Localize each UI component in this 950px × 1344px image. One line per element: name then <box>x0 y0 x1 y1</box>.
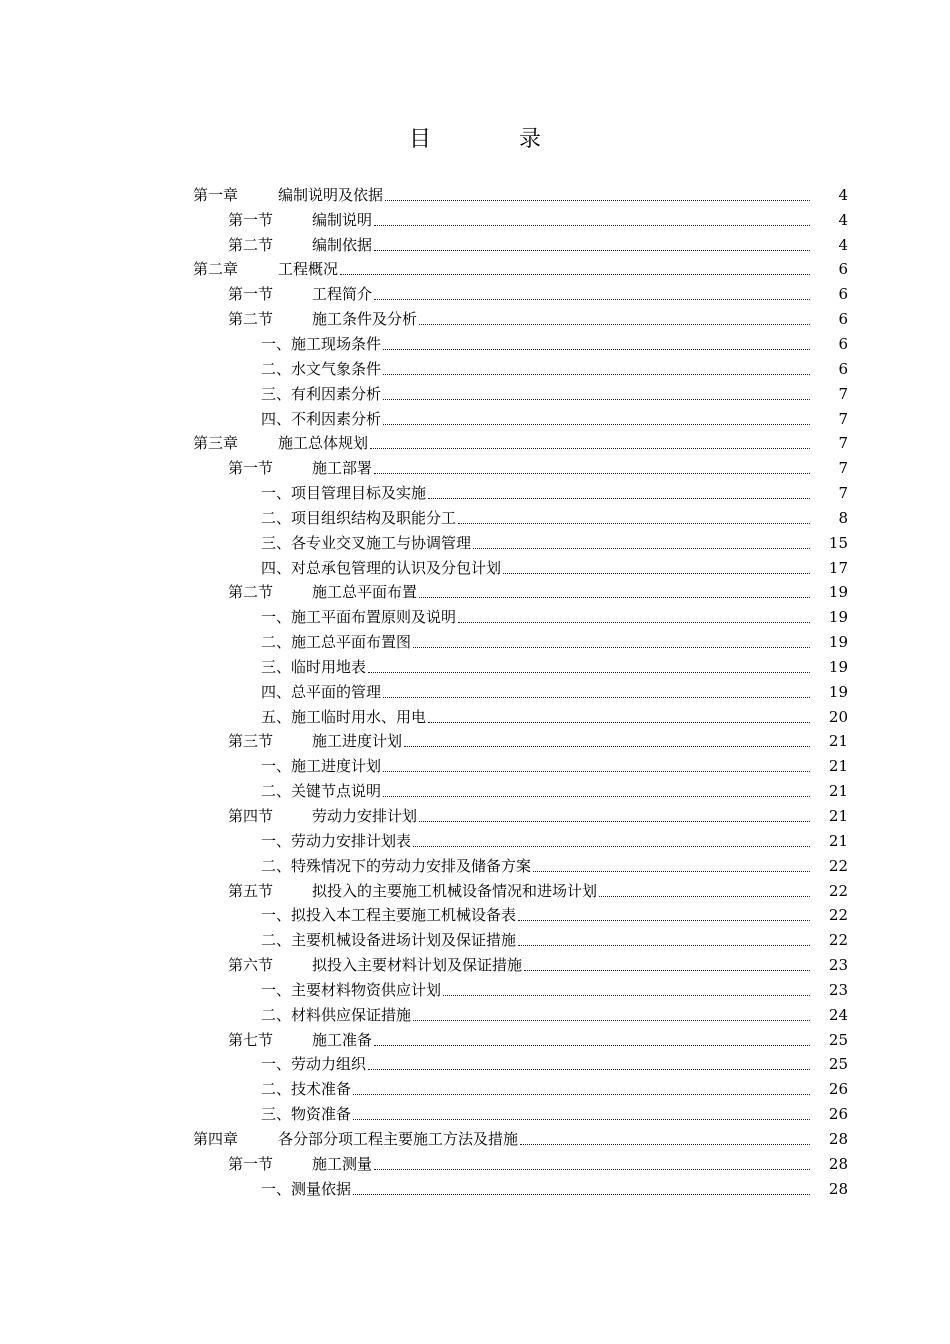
toc-entry-title: 施工进度计划 <box>312 732 403 751</box>
toc-page-number: 26 <box>828 1080 848 1099</box>
toc-entry-title: 工程概况 <box>278 260 339 279</box>
toc-entry[interactable] <box>193 1003 848 1028</box>
toc-dot-leader <box>518 933 810 946</box>
toc-dot-leader <box>443 983 810 996</box>
toc-page-number: 26 <box>828 1105 848 1124</box>
toc-page-number: 25 <box>828 1055 848 1074</box>
toc-entry-title: 二、施工总平面布置图 <box>261 633 412 652</box>
toc-section-number: 第六节 <box>228 956 274 975</box>
toc-entry[interactable] <box>193 1177 848 1202</box>
toc-entry[interactable] <box>193 754 848 779</box>
toc-page-number: 7 <box>838 409 848 428</box>
toc-entry[interactable] <box>193 332 848 357</box>
toc-entry-title: 工程简介 <box>312 285 373 304</box>
toc-entry-title: 五、施工临时用水、用电 <box>261 707 427 726</box>
toc-page-number: 15 <box>828 533 848 552</box>
toc-entry-title: 施工条件及分析 <box>312 310 418 329</box>
toc-page-number: 23 <box>828 956 848 975</box>
toc-entry-title: 一、测量依据 <box>261 1179 352 1198</box>
toc-entry-title: 三、有利因素分析 <box>261 384 382 403</box>
toc-section-number: 第四节 <box>228 807 274 826</box>
toc-dot-leader <box>419 809 810 822</box>
toc-dot-leader <box>413 1008 810 1021</box>
toc-dot-leader <box>383 759 810 772</box>
toc-section-number: 第三节 <box>228 732 274 751</box>
toc-dot-leader <box>413 834 810 847</box>
toc-chapter-number: 第四章 <box>193 1129 239 1148</box>
toc-dot-leader <box>533 859 810 872</box>
toc-section-number: 第二节 <box>228 235 274 254</box>
toc-entry[interactable] <box>193 357 848 382</box>
toc-page-number: 21 <box>828 782 848 801</box>
toc-entry[interactable] <box>193 382 848 407</box>
toc-section-number: 第一节 <box>228 210 274 229</box>
toc-section-number: 第五节 <box>228 881 274 900</box>
toc-entry[interactable] <box>193 1102 848 1127</box>
toc-entry[interactable] <box>193 978 848 1003</box>
toc-entry-title: 一、劳动力安排计划表 <box>261 831 412 850</box>
toc-page-number: 19 <box>828 657 848 676</box>
toc-entry-title: 二、材料供应保证措施 <box>261 1005 412 1024</box>
toc-entry[interactable] <box>193 705 848 730</box>
toc-entry[interactable] <box>193 581 848 606</box>
toc-page-number: 8 <box>838 508 848 527</box>
toc-entry-title: 拟投入主要材料计划及保证措施 <box>312 956 523 975</box>
toc-entry-title: 施工总平面布置 <box>312 583 418 602</box>
toc-section-number: 第一节 <box>228 1154 274 1173</box>
toc-entry[interactable] <box>193 1053 848 1078</box>
toc-dot-leader <box>383 685 810 698</box>
toc-entry[interactable] <box>193 879 848 904</box>
toc-entry-title: 各分部分项工程主要施工方法及措施 <box>278 1129 519 1148</box>
toc-page-number: 4 <box>838 185 848 204</box>
toc-page-number: 22 <box>828 856 848 875</box>
toc-page-number: 21 <box>828 757 848 776</box>
toc-page-number: 19 <box>828 633 848 652</box>
toc-dot-leader <box>458 610 810 623</box>
toc-dot-leader <box>428 486 810 499</box>
toc-entry[interactable] <box>193 183 848 208</box>
toc-page-number: 4 <box>838 210 848 229</box>
toc-dot-leader <box>383 362 810 375</box>
table-of-contents <box>193 183 848 1202</box>
toc-entry[interactable] <box>193 630 848 655</box>
toc-page-number: 6 <box>838 310 848 329</box>
toc-section-number: 第一节 <box>228 459 274 478</box>
toc-entry-title: 一、施工平面布置原则及说明 <box>261 608 457 627</box>
toc-dot-leader <box>385 188 810 201</box>
toc-entry[interactable] <box>193 481 848 506</box>
toc-entry-title: 一、主要材料物资供应计划 <box>261 980 442 999</box>
toc-dot-leader <box>353 1082 810 1095</box>
toc-entry-title: 四、对总承包管理的认识及分包计划 <box>261 558 502 577</box>
toc-entry[interactable] <box>193 431 848 456</box>
toc-page-number: 7 <box>838 384 848 403</box>
toc-page-number: 22 <box>828 931 848 950</box>
toc-entry-title: 二、关键节点说明 <box>261 782 382 801</box>
toc-entry[interactable] <box>193 556 848 581</box>
toc-entry[interactable] <box>193 407 848 432</box>
toc-entry-title: 编制说明及依据 <box>278 185 384 204</box>
toc-dot-leader <box>374 213 810 226</box>
toc-dot-leader <box>340 262 810 275</box>
toc-entry[interactable] <box>193 1077 848 1102</box>
toc-dot-leader <box>404 734 810 747</box>
toc-entry-title: 四、总平面的管理 <box>261 682 382 701</box>
toc-entry[interactable] <box>193 804 848 829</box>
toc-page-number: 21 <box>828 831 848 850</box>
toc-entry[interactable] <box>193 233 848 258</box>
toc-entry-title: 三、各专业交叉施工与协调管理 <box>261 533 472 552</box>
toc-dot-leader <box>374 287 810 300</box>
toc-entry[interactable] <box>193 456 848 481</box>
toc-entry-title: 施工总体规划 <box>278 434 369 453</box>
toc-entry-title: 二、技术准备 <box>261 1080 352 1099</box>
toc-dot-leader <box>368 1057 810 1070</box>
toc-page-number: 21 <box>828 732 848 751</box>
toc-entry-title: 施工部署 <box>312 459 373 478</box>
title-char-1: 目 <box>408 127 431 152</box>
toc-page-number: 6 <box>838 285 848 304</box>
toc-chapter-number: 第一章 <box>193 185 239 204</box>
toc-page-number: 28 <box>828 1129 848 1148</box>
toc-page-number: 17 <box>828 558 848 577</box>
toc-entry[interactable] <box>193 307 848 332</box>
toc-page-number: 28 <box>828 1179 848 1198</box>
toc-dot-leader <box>374 1033 810 1046</box>
toc-entry-title: 一、施工现场条件 <box>261 334 382 353</box>
toc-entry[interactable] <box>193 1028 848 1053</box>
toc-dot-leader <box>419 312 810 325</box>
toc-dot-leader <box>503 561 810 574</box>
toc-section-number: 第二节 <box>228 583 274 602</box>
toc-dot-leader <box>428 710 810 723</box>
toc-page-number: 19 <box>828 583 848 602</box>
toc-dot-leader <box>599 884 810 897</box>
toc-entry-title: 二、主要机械设备进场计划及保证措施 <box>261 931 517 950</box>
toc-page-number: 6 <box>838 334 848 353</box>
toc-chapter-number: 第二章 <box>193 260 239 279</box>
title-char-2: 录 <box>519 127 542 152</box>
toc-entry-title: 编制说明 <box>312 210 373 229</box>
toc-entry[interactable] <box>193 730 848 755</box>
toc-entry[interactable] <box>193 605 848 630</box>
toc-entry[interactable] <box>193 655 848 680</box>
toc-entry-title: 编制依据 <box>312 235 373 254</box>
toc-entry[interactable] <box>193 829 848 854</box>
toc-entry-title: 二、特殊情况下的劳动力安排及储备方案 <box>261 856 532 875</box>
toc-dot-leader <box>353 1182 810 1195</box>
toc-page-number: 24 <box>828 1005 848 1024</box>
toc-dot-leader <box>473 536 810 549</box>
toc-entry[interactable] <box>193 854 848 879</box>
toc-page-number: 7 <box>838 434 848 453</box>
toc-page-number: 22 <box>828 906 848 925</box>
toc-page-number: 7 <box>838 484 848 503</box>
toc-page-number: 23 <box>828 980 848 999</box>
toc-dot-leader <box>353 1107 810 1120</box>
page-title <box>0 122 950 153</box>
toc-chapter-number: 第三章 <box>193 434 239 453</box>
toc-dot-leader <box>518 908 810 921</box>
toc-entry[interactable] <box>193 1152 848 1177</box>
toc-entry-title: 二、项目组织结构及职能分工 <box>261 508 457 527</box>
toc-entry[interactable] <box>193 208 848 233</box>
toc-dot-leader <box>520 1132 810 1145</box>
toc-entry[interactable] <box>193 506 848 531</box>
toc-entry[interactable] <box>193 779 848 804</box>
toc-page-number: 25 <box>828 1030 848 1049</box>
toc-entry-title: 拟投入的主要施工机械设备情况和进场计划 <box>312 881 598 900</box>
toc-entry[interactable] <box>193 531 848 556</box>
toc-dot-leader <box>374 238 810 251</box>
toc-dot-leader <box>374 1157 810 1170</box>
toc-entry-title: 施工准备 <box>312 1030 373 1049</box>
toc-entry[interactable] <box>193 928 848 953</box>
toc-entry-title: 三、物资准备 <box>261 1105 352 1124</box>
toc-page-number: 21 <box>828 807 848 826</box>
toc-entry[interactable] <box>193 258 848 283</box>
toc-page-number: 6 <box>838 359 848 378</box>
toc-dot-leader <box>370 436 810 449</box>
toc-entry-title: 一、拟投入本工程主要施工机械设备表 <box>261 906 517 925</box>
toc-entry-title: 二、水文气象条件 <box>261 359 382 378</box>
toc-entry-title: 一、施工进度计划 <box>261 757 382 776</box>
toc-dot-leader <box>383 337 810 350</box>
toc-section-number: 第一节 <box>228 285 274 304</box>
toc-entry[interactable] <box>193 680 848 705</box>
toc-dot-leader <box>419 585 810 598</box>
toc-page-number: 19 <box>828 682 848 701</box>
toc-section-number: 第七节 <box>228 1030 274 1049</box>
toc-dot-leader <box>383 784 810 797</box>
toc-entry-title: 施工测量 <box>312 1154 373 1173</box>
toc-entry[interactable] <box>193 1127 848 1152</box>
toc-dot-leader <box>524 958 810 971</box>
toc-dot-leader <box>413 635 810 648</box>
toc-dot-leader <box>458 511 810 524</box>
toc-dot-leader <box>383 412 810 425</box>
toc-entry-title: 三、临时用地表 <box>261 657 367 676</box>
toc-page-number: 19 <box>828 608 848 627</box>
toc-page-number: 7 <box>838 459 848 478</box>
toc-page-number: 4 <box>838 235 848 254</box>
toc-entry-title: 四、不利因素分析 <box>261 409 382 428</box>
toc-entry-title: 劳动力安排计划 <box>312 807 418 826</box>
toc-dot-leader <box>368 660 810 673</box>
toc-page-number: 6 <box>838 260 848 279</box>
toc-entry[interactable] <box>193 282 848 307</box>
toc-page-number: 28 <box>828 1154 848 1173</box>
toc-entry[interactable] <box>193 953 848 978</box>
toc-entry[interactable] <box>193 903 848 928</box>
toc-page-number: 20 <box>828 707 848 726</box>
toc-page-number: 22 <box>828 881 848 900</box>
toc-entry-title: 一、劳动力组织 <box>261 1055 367 1074</box>
toc-entry-title: 一、项目管理目标及实施 <box>261 484 427 503</box>
toc-dot-leader <box>374 461 810 474</box>
toc-section-number: 第二节 <box>228 310 274 329</box>
toc-dot-leader <box>383 387 810 400</box>
